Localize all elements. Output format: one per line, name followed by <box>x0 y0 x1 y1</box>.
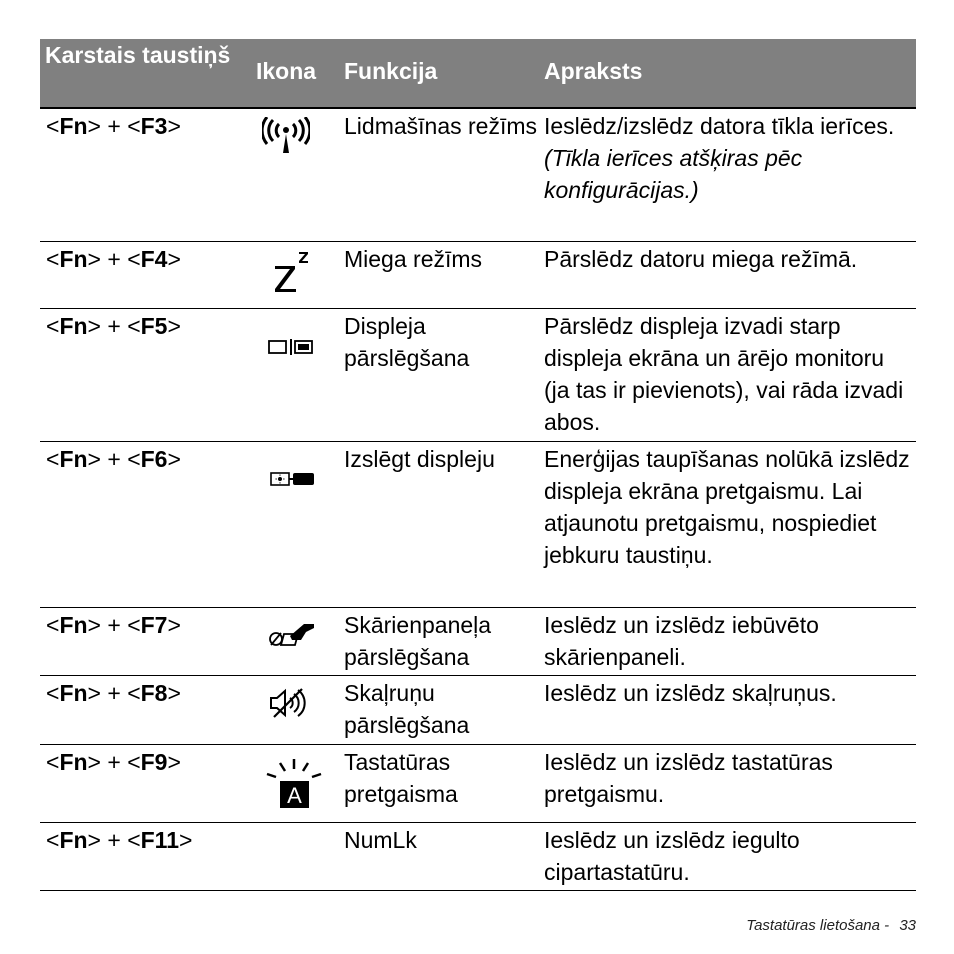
table-row <box>40 309 916 442</box>
keyboard-backlight-icon <box>264 757 326 817</box>
function-label: Miega režīms <box>344 246 483 272</box>
table-row <box>40 242 916 309</box>
description-text: Ieslēdz un izslēdz tastatūras pretgaismu. <box>544 749 833 807</box>
description-text: Ieslēdz un izslēdz skaļruņus. <box>544 680 837 706</box>
hotkey-f4: <Fn> + <F4> <box>46 246 181 272</box>
hotkey-f8: <Fn> + <F8> <box>46 680 181 706</box>
touchpad-toggle-icon <box>268 622 316 656</box>
footer-section: Tastatūras lietošana - <box>746 917 890 934</box>
header-icon: Ikona <box>256 58 317 84</box>
description-text: Pārslēdz datoru miega režīmā. <box>544 246 858 272</box>
hotkey-table <box>40 39 916 891</box>
table-row <box>40 442 916 608</box>
function-label: Lidmašīnas režīms <box>344 113 538 139</box>
display-switch-icon <box>268 331 314 363</box>
hotkey-f3: <Fn> + <F3> <box>46 113 181 139</box>
table-row <box>40 745 916 823</box>
function-label: NumLk <box>344 827 417 853</box>
description-note: (Tīkla ierīces atšķiras pēc konfigurācijas.) <box>544 145 803 203</box>
page-number: 33 <box>899 917 916 934</box>
function-label: Izslēgt displeju <box>344 446 495 472</box>
table-header <box>40 39 916 109</box>
header-function: Funkcija <box>344 58 438 84</box>
function-label: Skārienpaneļa pārslēgšana <box>344 612 492 670</box>
header-description: Apraksts <box>544 58 643 84</box>
hotkey-f5: <Fn> + <F5> <box>46 313 181 339</box>
function-label: Displeja pārslēgšana <box>344 313 470 371</box>
description-text: Ieslēdz/izslēdz datora tīkla ierīces. (Tīkla ierīces atšķiras pēc konfigurācijas.) <box>544 110 914 206</box>
hotkey-f6: <Fn> + <F6> <box>46 446 181 472</box>
table-row <box>40 608 916 676</box>
table-row <box>40 109 916 242</box>
hotkey-f11: <Fn> + <F11> <box>46 827 193 853</box>
function-label: Skaļruņu pārslēgšana <box>344 680 470 738</box>
description-text: Enerģijas taupīšanas nolūkā izslēdz displeja ekrāna pretgaismu. Lai atjaunotu pretgaismu, nospiediet jebkuru taustiņu. <box>544 446 910 568</box>
speaker-mute-icon <box>268 688 308 726</box>
table-row <box>40 823 916 891</box>
wireless-antenna-icon <box>262 117 310 161</box>
keyboard-backlight-letter: A <box>287 783 302 808</box>
description-text: Ieslēdz un izslēdz iegulto cipartastatūru. <box>544 827 800 885</box>
description-text: Ieslēdz un izslēdz iebūvēto skārienpaneli. <box>544 612 819 670</box>
hotkey-f7: <Fn> + <F7> <box>46 612 181 638</box>
sleep-zz-icon <box>272 250 312 302</box>
header-hotkey: Karstais taustiņš <box>45 42 231 68</box>
hotkey-f9: <Fn> + <F9> <box>46 749 181 775</box>
function-label: Tastatūras pretgaisma <box>344 749 458 807</box>
display-off-icon <box>270 462 316 494</box>
page-footer <box>746 917 916 934</box>
table-row <box>40 676 916 745</box>
description-text: Pārslēdz displeja izvadi starp displeja ekrāna un ārējo monitoru (ja tas ir pievienots), vai rāda izvadi abos. <box>544 313 904 435</box>
